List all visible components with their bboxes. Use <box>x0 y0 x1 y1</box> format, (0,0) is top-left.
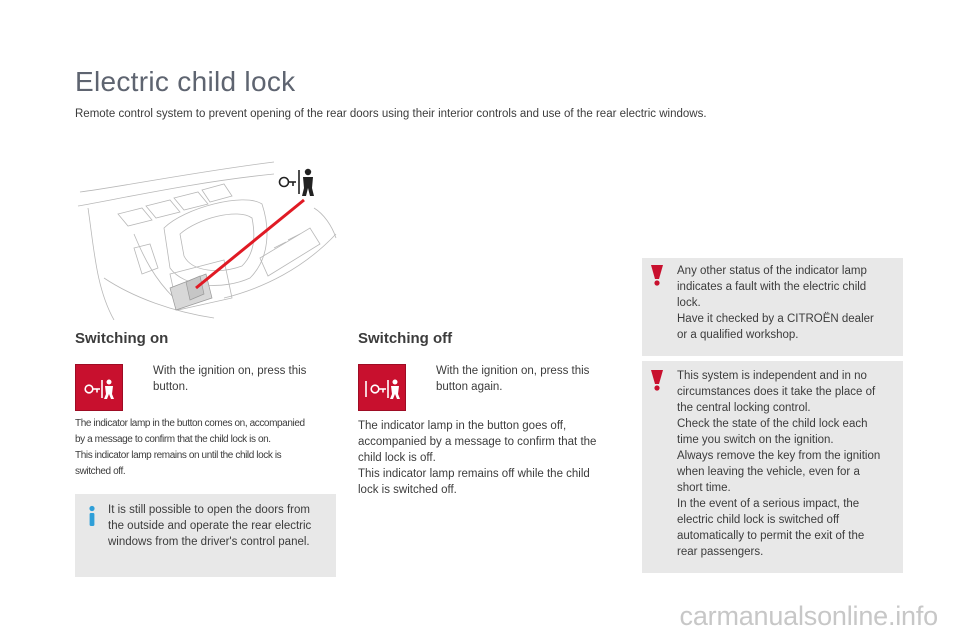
child-lock-icon <box>359 365 407 412</box>
child-lock-button-icon <box>75 364 123 411</box>
child-lock-icon <box>76 365 124 412</box>
child-lock-symbol <box>280 170 300 194</box>
intro-text: Remote control system to prevent opening of the rear doors using their interior controls and use of the rear electric windows. <box>75 108 707 120</box>
warning-fault-text: Any other status of the indicator lamp indicates a fault with the electric child lock. Have it checked by a CITROËN dealer or a qualified workshop. <box>677 265 874 341</box>
switching-on-heading: Switching on <box>75 330 169 347</box>
info-icon <box>85 505 99 527</box>
switching-on-step: With the ignition on, press this button. <box>153 365 307 393</box>
exclamation-icon <box>647 369 667 391</box>
exclamation-icon <box>647 264 667 286</box>
warning-system-text: This system is independent and in no circumstances does it take the place of the central locking control. Check the state of the child lock each time you switch on the ignition. Always remove the key from the ignition when leaving the vehicle, even for a short time. In the event of a serious impact, the electric child lock is switched off automatically to permit the exit of the rear passengers. <box>677 370 881 558</box>
watermark: carmanualsonline.info <box>679 601 938 631</box>
switching-off-heading: Switching off <box>358 330 453 347</box>
switching-off-step: With the ignition on, press this button again. <box>436 365 590 393</box>
page-title: Electric child lock <box>75 66 296 97</box>
door-panel-illustration <box>74 148 338 320</box>
switching-on-note: The indicator lamp in the button comes on, accompanied by a message to confirm that the child lock is on. This indicator lamp remains on until the child lock is switched off. <box>75 418 305 477</box>
child-lock-button-icon-off <box>358 364 406 411</box>
switching-off-text: The indicator lamp in the button goes off, accompanied by a message to confirm that the child lock is off. This indicator lamp remains off while the child lock is switched off. <box>358 420 597 496</box>
info-box-text: It is still possible to open the doors from the outside and operate the rear electric windows from the driver's control panel. <box>108 504 312 548</box>
